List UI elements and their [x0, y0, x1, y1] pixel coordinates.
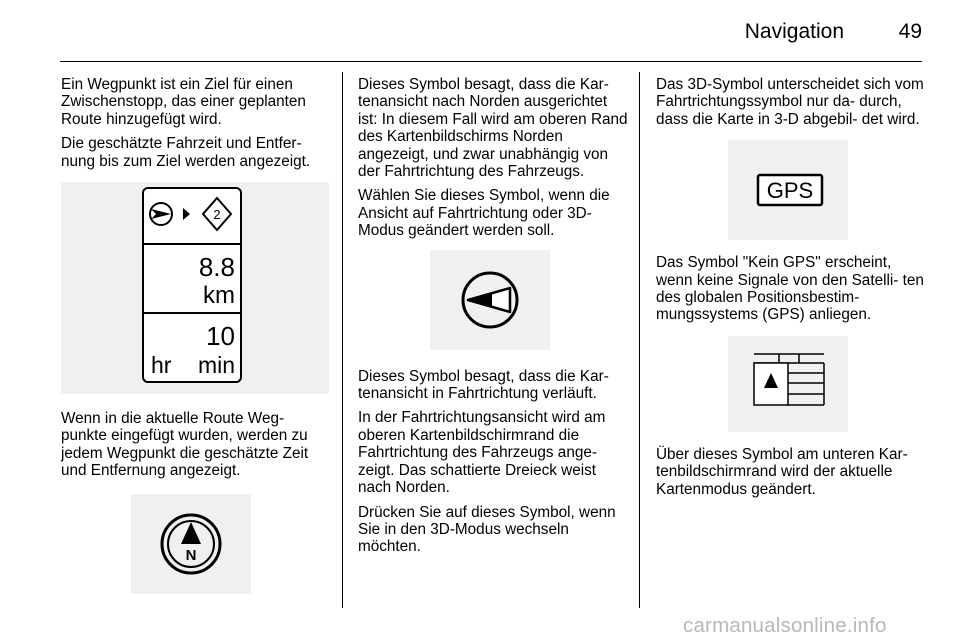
paragraph: Dieses Symbol besagt, dass die Kar- tenansicht in Fahrtrichtung verläuft. — [358, 367, 609, 403]
paragraph: Drücken Sie auf dieses Symbol, wenn Sie in den 3D-Modus wechseln möchten. — [358, 503, 616, 556]
page-number: 49 — [898, 20, 922, 43]
paragraph: Wenn in die aktuelle Route Weg- punkte eingefügt wurden, werden zu jedem Wegpunkt die geschätzte Zeit und Entfernung angezeigt. — [61, 410, 309, 480]
column-2 — [358, 76, 628, 563]
column-divider-1 — [342, 72, 343, 608]
paragraph: Wählen Sie dieses Symbol, wenn die Ansicht auf Fahrtrichtung oder 3D- Modus geändert werden soll. — [358, 187, 610, 240]
paragraph: Ein Wegpunkt ist ein Ziel für einen Zwischenstopp, das einer geplanten Route hinzugefügt wird. — [61, 76, 306, 128]
no-gps-figure — [728, 140, 848, 240]
waypoint-number: 2 — [213, 207, 221, 223]
compass-letter: N — [185, 546, 197, 564]
paragraph: Dieses Symbol besagt, dass die Kar- tenansicht nach Norden ausgerichtet ist: In diesem Fall wird am oberen Rand des Kartenbildschirms Norden angezeigt, und zwar unabhängig von der Fahrtrichtung des Fahrzeugs. — [358, 76, 628, 181]
heading-up-icon — [463, 273, 517, 327]
gps-label: GPS — [766, 178, 814, 204]
paragraph: Die geschätzte Fahrzeit und Entfer- nung bis zum Ziel werden angezeigt. — [61, 135, 311, 170]
column-1 — [61, 76, 329, 594]
north-up-compass-figure — [131, 494, 251, 594]
compass-north-icon — [162, 515, 220, 573]
map-mode-icon — [754, 354, 824, 405]
no-gps-icon — [758, 175, 822, 205]
paragraph: Das 3D-Symbol unterscheidet sich vom Fahrtrichtungssymbol nur da- durch, dass die Karte in 3-D abgebil- det wird. — [656, 76, 924, 128]
page-header — [60, 18, 922, 62]
paragraph: In der Fahrtrichtungsansicht wird am oberen Kartenbildschirmrand die Fahrtrichtung des Fahrzeugs ange- zeigt. Das schattierte Dreieck weist nach Norden. — [358, 409, 606, 497]
paragraph: Über dieses Symbol am unteren Kar- tenbildschirmrand wird der aktuelle Kartenmodus geändert. — [656, 445, 908, 498]
route-info-panel-figure — [61, 182, 329, 394]
column-divider-2 — [639, 72, 640, 608]
column-3 — [656, 76, 926, 505]
watermark: carmanualsonline.info — [683, 614, 887, 637]
time-unit-min: min — [197, 352, 235, 379]
distance-unit: km — [203, 282, 235, 310]
heading-up-figure — [430, 250, 550, 350]
time-unit-hr: hr — [151, 352, 172, 379]
distance-value: 8.8 — [198, 252, 235, 283]
page-title: Navigation — [744, 20, 844, 43]
vehicle-position-icon — [150, 203, 172, 225]
time-value: 10 — [206, 321, 235, 352]
map-mode-figure — [728, 336, 848, 432]
paragraph: Das Symbol "Kein GPS" erscheint, wenn keine Signale von den Satelli- ten des globalen Positionsbestim- mungssystems (GPS) anliegen. — [656, 254, 924, 324]
